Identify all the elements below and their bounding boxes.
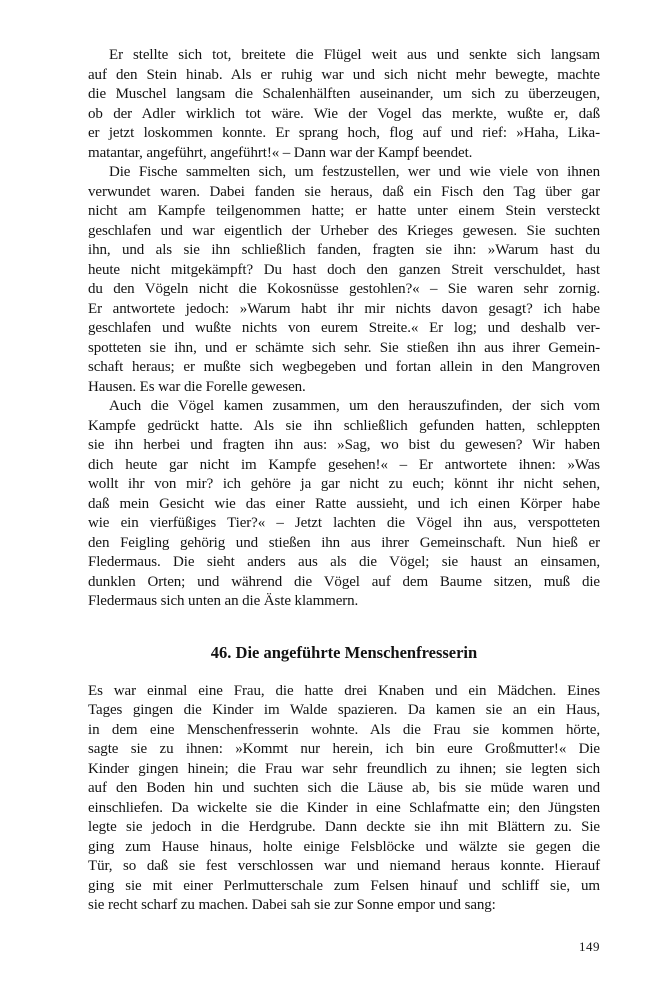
text-line: sie recht scharf zu machen. Dabei sah sie zur Sonne empor und sang: (88, 897, 496, 913)
text-line: ging zum Hause hinaus, holte einige Felsblöcke und wälzte sie gegen die (88, 838, 600, 855)
text-line: wollt ihr von mir? ich gehöre ja gar nicht zu euch; könnt ihr nicht sehen, (88, 476, 600, 492)
text-line: Kinder gingen hinein; die Frau war sehr freundlich zu ihnen; sie legten sich (88, 760, 600, 777)
text-line: Fledermaus. Die sieht anders aus als die Vögel; sie haust an einsamen, (88, 554, 600, 570)
text-line: Tages gingen die Kinder im Walde spazieren. Da kamen sie an ein Haus, (88, 702, 600, 718)
text-line: Fledermaus sich unten an die Äste klammern. (88, 593, 359, 609)
chapter-heading: 46. Die angeführte Menschenfresserin (210, 642, 478, 662)
text-line: ihn, und als sie ihn schließlich fanden, fragten sie ihn: »Warum hast du (88, 242, 600, 258)
text-line: die Muschel langsam die Schalenhälften auseinander, um sich zu überzeugen, (88, 86, 600, 102)
text-line: Auch die Vögel kamen zusammen, um den herauszufinden, der sich vom (109, 398, 600, 414)
text-line: Er stellte sich tot, breitete die Flügel weit aus und senkte sich langsam (109, 47, 600, 63)
text-line: wie ein vierfüßiges Tier?« – Jetzt lachten die Vögel ihn aus, verspotteten (88, 515, 600, 531)
page-number: 149 (579, 938, 600, 954)
text-line: einschliefen. Da wickelte sie die Kinder in eine Schlafmatte ein; den Jüngsten (88, 799, 600, 816)
text-line: sagte sie zu ihnen: »Kommt nur herein, ich bin eure Großmutter!« Die (88, 741, 600, 757)
text-line: er jetzt loskommen konnte. Er sprang hoch, flog auf und rief: »Haha, Lika- (88, 125, 600, 141)
text-line: Es war einmal eine Frau, die hatte drei Knaben und ein Mädchen. Eines (88, 682, 600, 699)
story-text-top (88, 46, 600, 612)
story-text-bottom (88, 682, 600, 916)
text-line: matantar, angeführt, angeführt!« – Dann war der Kampf beendet. (88, 144, 473, 161)
text-line: sie ihn herbei und fragten ihn aus: »Sag, wo bist du gewesen? Wir haben (88, 437, 600, 453)
text-line: verwundet waren. Dabei fanden sie heraus, daß ein Fisch den Tag über gar (88, 183, 600, 200)
text-line: schaft heraus; er mußte sich wegbegeben und fortan allein in den Mangroven (88, 359, 600, 375)
text-line: daß mein Gesicht wie das einer Ratte aussieht, und ich einen Körper habe (88, 495, 600, 512)
text-line: Kampfe gedrückt hatte. Als sie ihn schließlich gefunden hatten, schleppten (88, 417, 600, 434)
paragraph (88, 397, 600, 612)
text-line: legte sie jedoch in die Herdgrube. Dann deckte sie ihn mit Blättern zu. Sie (88, 819, 600, 835)
text-line: auf den Stein hinab. Als er ruhig war und sich nicht mehr bewegte, machte (88, 66, 600, 83)
text-line: nicht am Kampfe teilgenommen hatte; er hatte unter einem Stein versteckt (88, 203, 600, 219)
text-line: den Feigling gehörig und stießen ihn aus ihrer Gemeinschaft. Nun hieß er (88, 534, 600, 551)
text-line: ging sie mit einer Perlmutterschale zum Felsen hinauf und schliff sie, um (88, 877, 600, 894)
text-line: dich heute gar nicht im Kampfe gesehen!« – Er antwortete ihnen: »Was (88, 456, 600, 473)
text-line: auf den Boden hin und suchten sich die Läuse ab, bis sie müde waren und (88, 780, 600, 796)
text-line: spotteten sie ihn, und er schämte sich sehr. Sie stießen ihn aus ihrer Gemein- (88, 339, 600, 356)
text-line: geschlafen und war eigentlich der Urheber des Krieges gewesen. Sie suchten (88, 222, 600, 239)
text-line: Die Fische sammelten sich, um festzustellen, wer und wie viele von ihnen (109, 164, 600, 180)
text-line: Tür, so daß sie fest verschlossen war und niemand heraus konnte. Hierauf (88, 858, 600, 874)
text-line: Hausen. Es war die Forelle gewesen. (88, 378, 306, 395)
text-line: du den Vögeln nicht die Kokosnüsse gestohlen?« – Sie waren sehr zornig. (88, 281, 600, 297)
text-line: ob der Adler wirklich tot wäre. Wie der Vogel das merkte, wußte er, daß (88, 105, 600, 122)
text-line: Er antwortete jedoch: »Warum habt ihr mir nichts davon gesagt? ich habe (88, 300, 600, 317)
text-line: geschlafen und wußte nichts von eurem Streite.« Er log; und deshalb ver- (88, 320, 600, 336)
text-line: dunklen Orten; und während die Vögel auf dem Baume sitzen, muß die (88, 573, 600, 590)
paragraph (88, 682, 600, 916)
paragraph (88, 163, 600, 397)
text-line: heute nicht mitgekämpft? Du hast doch den ganzen Streit verschuldet, hast (88, 261, 600, 278)
paragraph (88, 46, 600, 163)
text-line: in dem eine Menschenfresserin wohnte. Als die Frau sie kommen hörte, (88, 721, 600, 738)
